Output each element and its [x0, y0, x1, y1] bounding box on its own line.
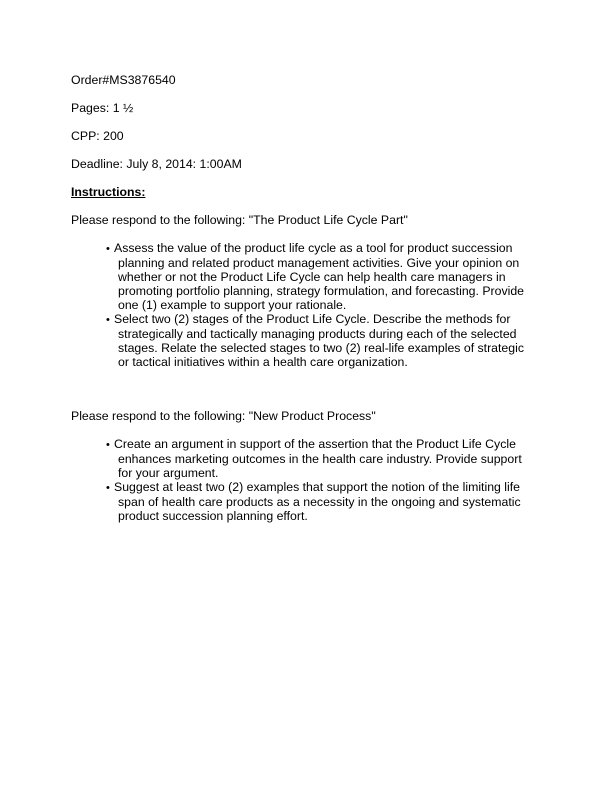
- section1-bullet-list: [98, 241, 538, 369]
- bullet-text: Select two (2) stages of the Product Life Cycle. Describe the methods for strategically and tactically managing products during each of the selected stages. Relate the selected stages to two (2) real-life examples of strategic or tactical initiatives within a health care organization.: [114, 312, 524, 369]
- bullet-icon: •: [106, 482, 110, 494]
- list-item: [98, 312, 538, 369]
- bullet-text: Suggest at least two (2) examples that support the notion of the limiting life span of health care products as a necessity in the ongoing and systematic product succession planning effort.: [114, 480, 521, 523]
- cpp-value: CPP: 200: [71, 129, 124, 143]
- section2-bullet-list: [98, 437, 538, 523]
- bullet-icon: •: [106, 439, 110, 451]
- section2-prompt: Please respond to the following: "New Product Process": [71, 409, 376, 423]
- page-count: Pages: 1 ½: [71, 101, 134, 115]
- bullet-icon: •: [106, 243, 110, 255]
- bullet-text: Create an argument in support of the assertion that the Product Life Cycle enhances marketing outcomes in the health care industry. Provide support for your argument.: [114, 437, 522, 480]
- list-item: [98, 241, 538, 312]
- deadline: Deadline: July 8, 2014: 1:00AM: [71, 157, 242, 171]
- list-item: [98, 480, 538, 523]
- bullet-text: Assess the value of the product life cycle as a tool for product succession planning and related product management activities. Give your opinion on whether or not the Product Life Cycle can help health care managers in promoting portfolio planning, strategy formulation, and forecasting. Provide one (1) example to support your rationale.: [114, 241, 525, 312]
- section1-prompt: Please respond to the following: "The Product Life Cycle Part": [71, 213, 408, 227]
- order-number: Order#MS3876540: [71, 73, 176, 87]
- instructions-heading: Instructions:: [71, 185, 146, 199]
- bullet-icon: •: [106, 314, 110, 326]
- list-item: [98, 437, 538, 480]
